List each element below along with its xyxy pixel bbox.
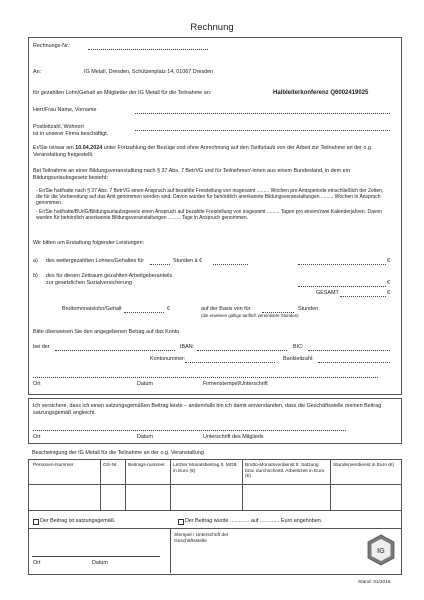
table-bottom-divider [28, 510, 401, 511]
basis-label: auf der Basis von für [201, 306, 251, 312]
employed-label: ist in unserer Firma beschäftigt. [33, 131, 109, 137]
contribution-compliant-label: Der Beitrag ist satzungsgemäß. [40, 518, 116, 524]
contribution-raised-checkbox[interactable] [178, 519, 184, 525]
transfer-label: Bitte überweisen Sie den angegebenen Betrag auf das Konto [33, 329, 180, 335]
bullet-betrvg: - Er/Sie hat/hatte nach § 37 Abs. 7 BetrVG einen Anspruch auf bezahlte Freistellung von insgesamt ......... Wochen pro Amtsperiode einschließlich der Zeiten, die für die Vorbereitung auf das Amt genommen worden sind. Davon wurden für behördlich anerkannte Bildungsveranstaltungen ......... Wochen in Anspruch genommen. [36, 188, 384, 207]
bildung-text: Bei Teilnahme an einer Bildungsveranstaltung nach § 37 Abs. 7 BetrVG und für Teilnehmer/-innen aus einem Bundesland, in dem ein Bildungsurlaubsgesetz besteht: [33, 168, 350, 181]
recipient-label: An: [33, 69, 42, 75]
col-beitragsnummer: Beitrags-nummer [128, 463, 165, 468]
item-b-label: b) [33, 273, 38, 279]
seminar-name: Halbleiterkonferenz Q6002419025 [273, 90, 369, 96]
invoice-date-label: Datum [137, 381, 153, 387]
company-stamp-label: Firmenstempel/Unterschrift [203, 381, 268, 387]
item-a-text: des weitergezahlten Lohnes/Gehaltes für [46, 258, 144, 264]
gross-salary-euro: € [167, 306, 170, 312]
item-a-hours-field[interactable] [150, 264, 170, 265]
page-title: Rechnung [190, 22, 234, 33]
item-a-label: a) [33, 258, 38, 264]
bank-name-label: bei der [33, 344, 50, 350]
col-personen-nummer: Personen-Nummer [33, 463, 74, 468]
bic-label: BIC: [293, 344, 304, 350]
exemption-text [33, 145, 393, 158]
plz-field[interactable] [135, 130, 390, 131]
certificate-place-label: Ort [33, 560, 41, 566]
exemption-date: 10.04.2024 [75, 145, 103, 151]
table-col-divider [100, 459, 101, 510]
invoice-signature-line[interactable] [33, 377, 378, 378]
gross-salary-field[interactable] [124, 312, 164, 313]
member-signature-line[interactable] [33, 430, 346, 431]
iban-label: IBAN: [180, 344, 195, 350]
ig-metall-logo [366, 533, 396, 567]
exemption-suffix: unter Fortzahlung der Bezüge und ohne Anrechnung auf den Tarifurlaub von der Arbeit zur Teilnahme an der o.g. Veranstaltung freigestellt. [33, 145, 373, 158]
recipient-address: IG Metall, Dresden, Schützenplatz 14, 01067 Dresden [84, 69, 214, 75]
table-col-divider [330, 459, 331, 510]
account-number-field[interactable] [185, 362, 275, 363]
refund-label: Wir bitten um Erstattung folgender Leistungen: [33, 240, 145, 246]
invoice-number-label: Rechnungs-Nr.: [33, 43, 71, 49]
total-euro: € [387, 290, 390, 296]
account-number-label: Kontonummer: [150, 356, 186, 362]
member-place-label: Ort [33, 434, 41, 440]
invoice-place-label: Ort [33, 381, 41, 387]
contribution-raised-label: Der Beitrag wurde ............. auf ............. Euro angehoben. [185, 518, 323, 524]
certificate-signature-line[interactable] [32, 556, 160, 557]
stamp-label: Stempel / Unterschrift der Geschäftsstelle [174, 533, 229, 544]
member-date-label: Datum [137, 434, 153, 440]
col-brutto-monatsverdienst: Brutto-Monatsverdienst lt. Satzung bzw. durchschnittl. Arbeitszeit in Euro (€) [245, 463, 325, 480]
certificate-heading: Bescheinigung der IG Metall für die Teilnahme an der o.g. Veranstaltung [32, 450, 204, 456]
iban-field[interactable] [197, 350, 287, 351]
col-stundenverdienst: Stundenverdienst in Euro (€) [333, 463, 395, 468]
contribution-compliant-checkbox[interactable] [33, 519, 39, 525]
member-signature-label: Unterschrift des Mitglieds [203, 434, 264, 440]
checkbox-row-divider [28, 528, 401, 529]
for-text: für gezahlten Lohn/Gehalt an Mitglieder der IG Metall für die Teilnahme an: [33, 90, 212, 96]
item-b-text-2: zur gesetzlichen Sozialversicherung [46, 280, 132, 286]
footer-version: Stand: 01/2016 [358, 580, 391, 585]
invoice-number-field[interactable] [88, 49, 208, 50]
plz-label: Postleitzahl, Wohnort [33, 124, 84, 130]
table-header-divider [28, 484, 401, 485]
certificate-date-label: Datum [92, 560, 108, 566]
col-letzter-monatsbeitrag: Letzter Monatsbeitrag lt. MGB in Euro (€) [173, 463, 237, 474]
exemption-prefix: Er/Sie ist/war am [33, 145, 74, 151]
bullet-bildungsurlaub: - Er/Sie hat/hatte/BUrlG/Bildungsurlaubsgesetz einen Anspruch auf bezahlte Freistellung von insgesamt ......... Tagen pro einem/zwei Kalenderjahren. Davon wurden für behördlich anerkannte Bildungsveranstaltungen ......... Tage in Anspruch genommen. [36, 209, 382, 222]
stamp-divider [170, 528, 171, 573]
total-field[interactable] [340, 296, 386, 297]
svg-text:IG: IG [377, 548, 385, 555]
item-a-stunden: Stunden à € [173, 258, 203, 264]
bank-name-field[interactable] [55, 350, 175, 351]
item-a-euro: € [387, 258, 390, 264]
col-gs-nr: GS-Nr. [103, 463, 118, 468]
table-col-divider [170, 459, 171, 510]
member-declaration: Ich versichere, dass ich einen satzungsgemäßen Beitrag leiste – andernfalls bin ich damit einverstanden, dass die Geschäftsstelle meinen Beitrag satzungsgemäß angleicht. [33, 403, 382, 416]
bank-code-label: Bankleitzahl: [283, 356, 314, 362]
name-field[interactable] [135, 113, 390, 114]
item-b-text-1: des für diesen Zeitraum gezahlten Arbeitgeberanteils [46, 273, 173, 279]
item-b-amount-field[interactable] [298, 286, 386, 287]
item-a-amount-field[interactable] [298, 264, 386, 265]
bic-field[interactable] [308, 350, 390, 351]
gross-salary-label: Bruttomonatslohn/Gehalt [62, 306, 122, 312]
name-label: Herr/Frau Name, Vorname [33, 107, 97, 113]
item-b-euro: € [387, 280, 390, 286]
bank-code-field[interactable] [318, 362, 390, 363]
table-col-divider [125, 459, 126, 510]
certificate-box [28, 459, 402, 575]
stunden-sub: (die erweisen gültige tariflich vereinbarte Stunden) [201, 313, 299, 318]
total-label: GESAMT [316, 290, 339, 296]
item-a-rate-field[interactable] [213, 264, 248, 265]
stunden-label: Stunden [298, 306, 319, 312]
table-col-divider [242, 459, 243, 510]
